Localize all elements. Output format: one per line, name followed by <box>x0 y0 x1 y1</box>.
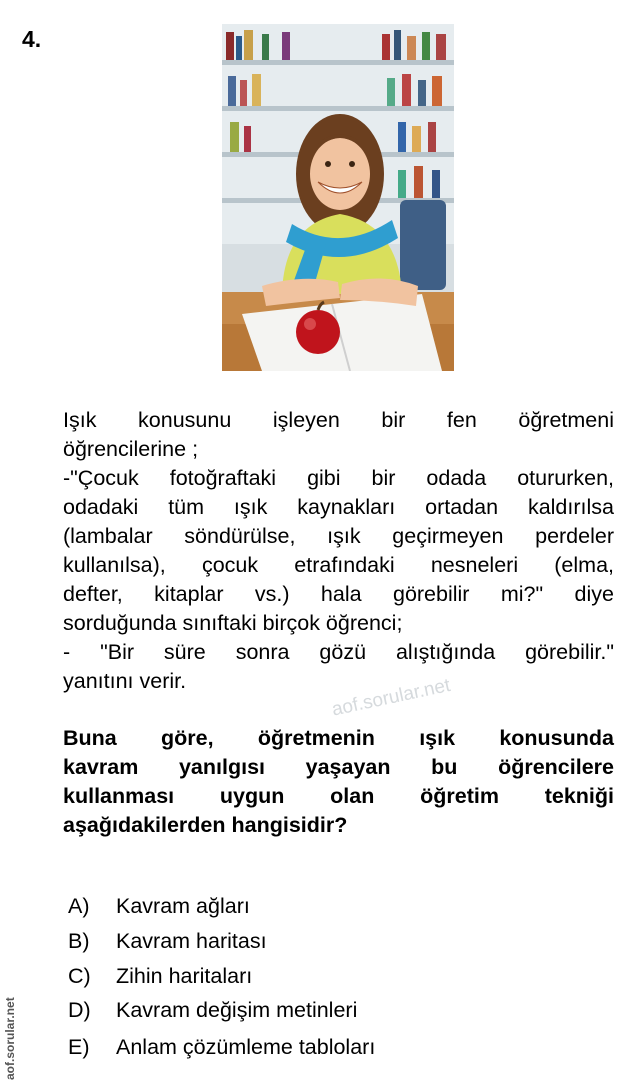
passage-line: kullanılsa), çocuk etrafındaki nesneleri (elma, <box>63 553 614 577</box>
passage-line: (lambalar söndürülse, ışık geçirmeyen perdeler <box>63 524 614 548</box>
girl-library-photo <box>222 24 454 371</box>
passage-line: defter, kitaplar vs.) hala görebilir mi?" diye <box>63 582 614 606</box>
option-letter: C) <box>68 964 91 988</box>
option-letter: B) <box>68 929 90 953</box>
stem-line: kullanması uygun olan öğretim tekniği <box>63 784 614 808</box>
side-watermark: aof.sorular.net <box>3 997 17 1080</box>
passage-line: -"Çocuk fotoğraftaki gibi bir odada otururken, <box>63 466 614 490</box>
stem-line: kavram yanılgısı yaşayan bu öğrencilere <box>63 755 614 779</box>
question-number: 4. <box>22 26 42 52</box>
option-text: Anlam çözümleme tabloları <box>116 1035 376 1059</box>
question-photo <box>222 24 454 371</box>
passage-line: odadaki tüm ışık kaynakları ortadan kaldırılsa <box>63 495 614 519</box>
option-letter: D) <box>68 998 91 1022</box>
question-stem <box>63 724 614 840</box>
option-text: Zihin haritaları <box>116 964 253 988</box>
watermark: aof.sorular.net <box>330 674 453 721</box>
passage-line: yanıtını verir. <box>63 669 187 693</box>
option-letter: A) <box>68 894 90 918</box>
passage-line: - "Bir süre sonra gözü alıştığında görebilir." <box>63 640 614 664</box>
stem-line: Buna göre, öğretmenin ışık konusunda <box>63 726 614 750</box>
question-passage <box>63 406 614 696</box>
passage-line: Işık konusunu işleyen bir fen öğretmeni <box>63 408 614 432</box>
stem-line: aşağıdakilerden hangisidir? <box>63 813 348 837</box>
passage-line: öğrencilerine ; <box>63 437 199 461</box>
option-text: Kavram ağları <box>116 894 250 918</box>
option-text: Kavram haritası <box>116 929 267 953</box>
option-text: Kavram değişim metinleri <box>116 998 358 1022</box>
option-letter: E) <box>68 1035 90 1059</box>
passage-line: sorduğunda sınıftaki birçok öğrenci; <box>63 611 403 635</box>
